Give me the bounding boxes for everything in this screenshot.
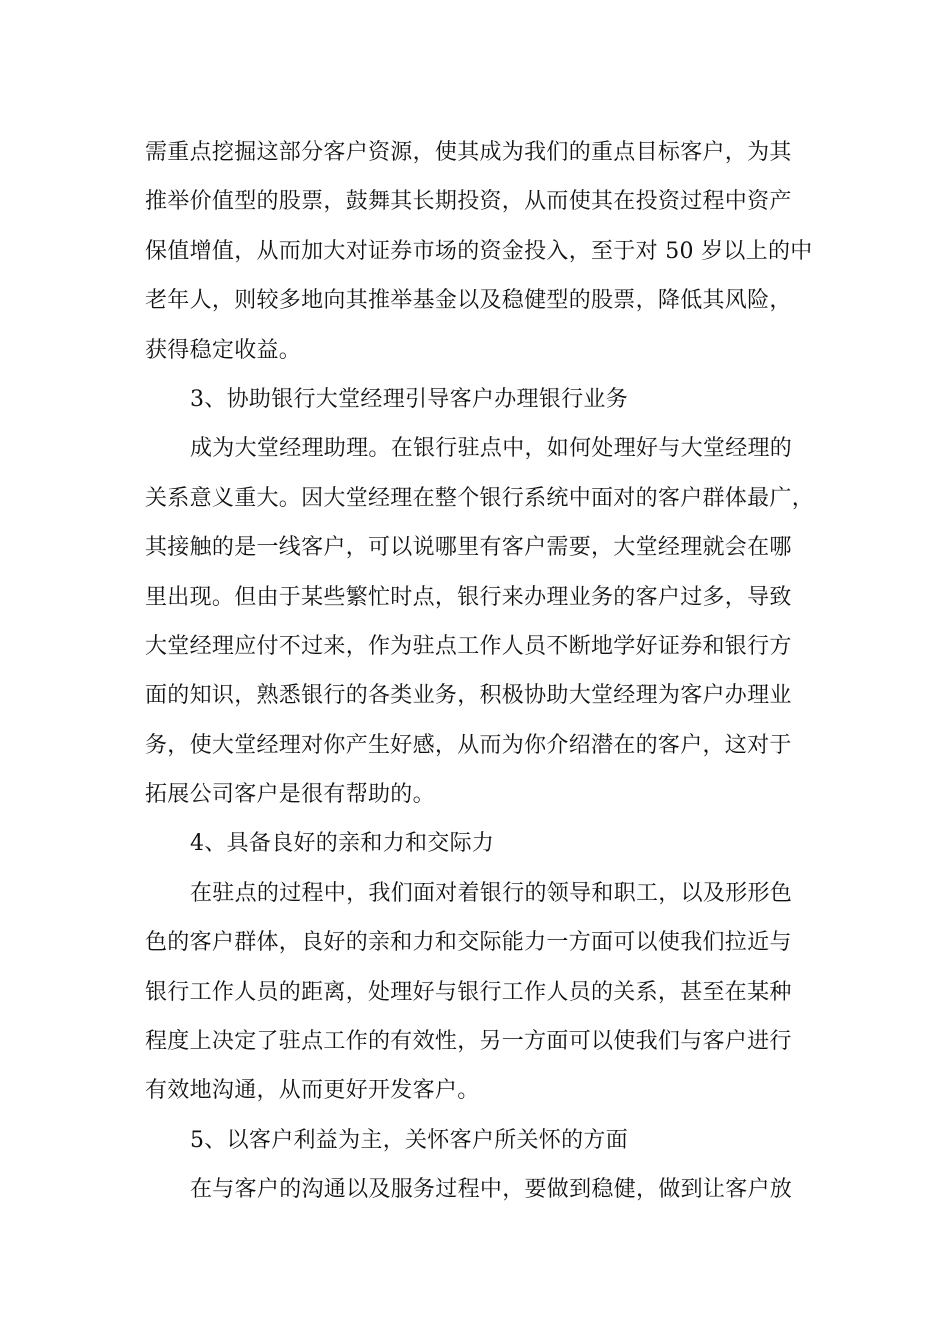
text-line: 在与客户的沟通以及服务过程中，要做到稳健，做到让客户放 [190, 1177, 793, 1203]
section-heading-5: 5、以客户利益为主，关怀客户所关怀的方面 [190, 1127, 628, 1153]
text-line: 拓展公司客户是很有帮助的。 [145, 782, 435, 808]
text-line: 程度上决定了驻点工作的有效性，另一方面可以使我们与客户进行 [145, 1029, 792, 1055]
text-line: 老年人，则较多地向其推举基金以及稳健型的股票，降低其风险， [145, 288, 792, 314]
section-heading-3: 3、协助银行大堂经理引导客户办理银行业务 [190, 386, 628, 412]
text-line: 银行工作人员的距离，处理好与银行工作人员的关系，甚至在某种 [145, 979, 792, 1005]
section-heading-4: 4、具备良好的亲和力和交际力 [190, 831, 495, 857]
text-line: 其接触的是一线客户，可以说哪里有客户需要，大堂经理就会在哪 [145, 535, 792, 561]
text-line: 需重点挖掘这部分客户资源，使其成为我们的重点目标客户，为其 [145, 140, 792, 165]
text-line: 成为大堂经理助理。在银行驻点中，如何处理好与大堂经理的 [190, 436, 793, 462]
text-line: 在驻点的过程中，我们面对着银行的领导和职工，以及形形色 [190, 880, 793, 906]
text-line: 面的知识，熟悉银行的各类业务，积极协助大堂经理为客户办理业 [145, 683, 792, 709]
text-line: 保值增值，从而加大对证券市场的资金投入，至于对 50 岁以上的中 [145, 238, 813, 264]
text-line: 获得稳定收益。 [145, 337, 302, 363]
text-line: 有效地沟通，从而更好开发客户。 [145, 1078, 480, 1104]
text-line: 大堂经理应付不过来，作为驻点工作人员不断地学好证券和银行方 [145, 633, 792, 659]
text-line: 色的客户群体，良好的亲和力和交际能力一方面可以使我们拉近与 [145, 930, 792, 956]
body-text [145, 128, 835, 1215]
text-line: 里出现。但由于某些繁忙时点，银行来办理业务的客户过多，导致 [145, 584, 792, 610]
text-line: 推举价值型的股票，鼓舞其长期投资，从而使其在投资过程中资产 [145, 189, 792, 215]
text-line: 务，使大堂经理对你产生好感，从而为你介绍潜在的客户，这对于 [145, 732, 792, 758]
text-line: 关系意义重大。因大堂经理在整个银行系统中面对的客户群体最广， [145, 485, 815, 511]
